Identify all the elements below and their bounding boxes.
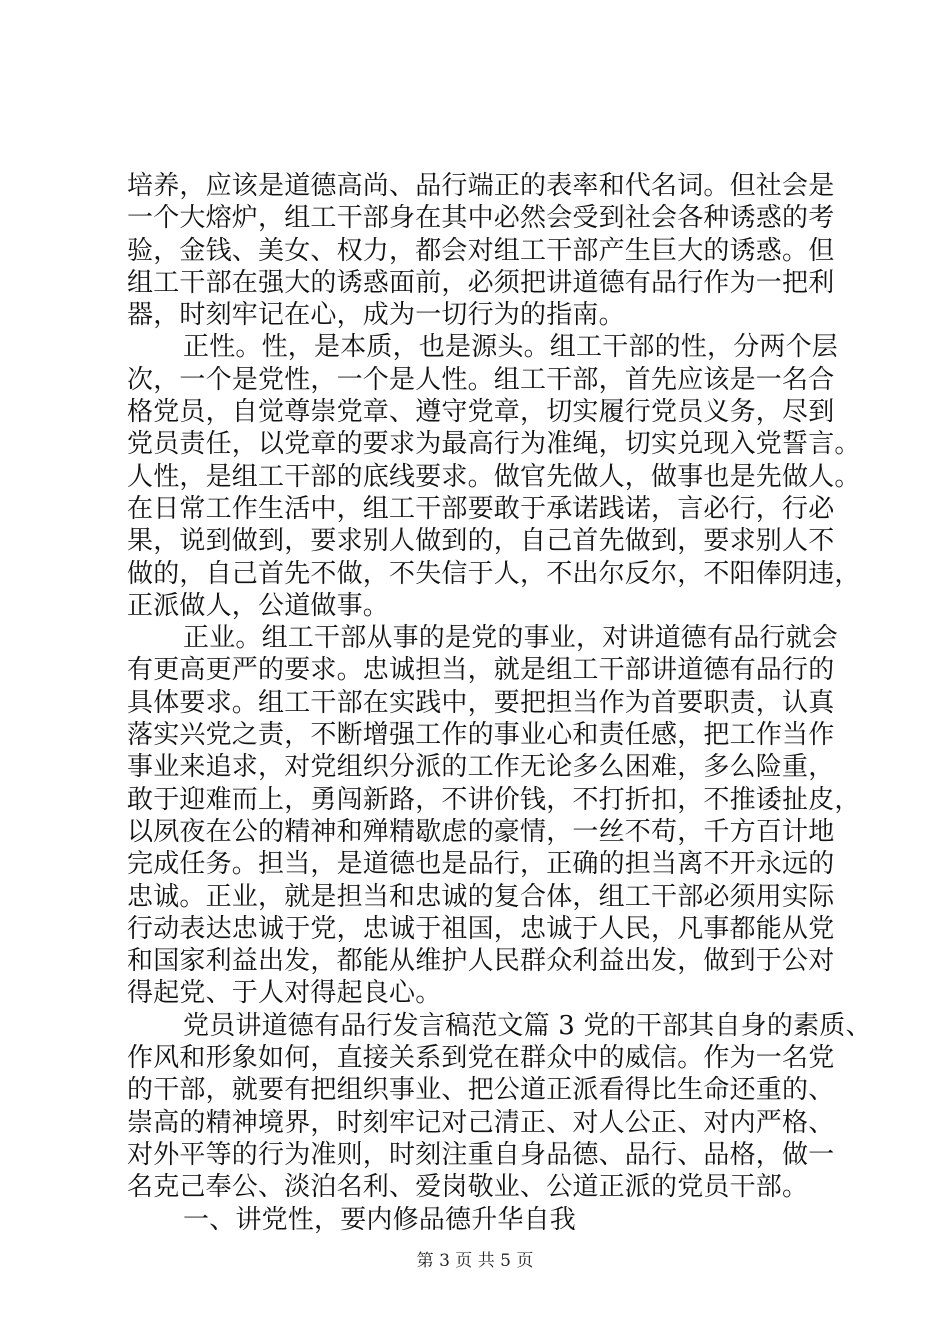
text-line: 行动表达忠诚于党，忠诚于祖国，忠诚于人民，凡事都能从党: [127, 913, 835, 944]
text-line: 果，说到做到，要求别人做到的，自己首先做到，要求别人不: [127, 526, 835, 557]
text-line: 验，金钱、美女、权力，都会对组工干部产生巨大的诱惑。但: [127, 235, 835, 266]
text-line: 落实兴党之责，不断增强工作的事业心和责任感，把工作当作: [127, 720, 835, 751]
text-line: 器，时刻牢记在心，成为一切行为的指南。: [127, 300, 625, 331]
text-line: 正业。组工干部从事的是党的事业，对讲道德有品行就会: [183, 623, 839, 654]
text-line: 具体要求。组工干部在实践中，要把担当作为首要职责，认真: [127, 687, 835, 718]
text-line: 忠诚。正业，就是担当和忠诚的复合体，组工干部必须用实际: [127, 881, 835, 912]
text-line: 作风和形象如何，直接关系到党在群众中的威信。作为一名党: [127, 1043, 835, 1074]
text-line: 事业来追求，对党组织分派的工作无论多么困难，多么险重，: [127, 752, 835, 783]
text-line: 对外平等的行为准则，时刻注重自身品德、品行、品格，做一: [127, 1139, 835, 1170]
text-line: 培养，应该是道德高尚、品行端正的表率和代名词。但社会是: [127, 171, 835, 201]
text-line: 一个大熔炉，组工干部身在其中必然会受到社会各种诱惑的考: [127, 203, 835, 234]
text-line: 正派做人，公道做事。: [127, 590, 390, 621]
text-line: 崇高的精神境界，时刻牢记对己清正、对人公正、对内严格、: [127, 1107, 835, 1138]
document-body: [127, 170, 872, 1236]
text-line: 一、讲党性，要内修品德升华自我: [183, 1204, 577, 1235]
text-line: 格党员，自觉尊崇党章、遵守党章，切实履行党员义务，尽到: [127, 397, 835, 428]
text-line: 正性。性，是本质，也是源头。组工干部的性，分两个层: [183, 332, 839, 363]
text-line: 在日常工作生活中，组工干部要敢于承诺践诺，言必行，行必: [127, 493, 835, 524]
text-line: 有更高更严的要求。忠诚担当，就是组工干部讲道德有品行的: [127, 655, 835, 686]
text-line: 敢于迎难而上，勇闯新路，不讲价钱，不打折扣，不推诿扯皮，: [127, 784, 861, 815]
text-line: 组工干部在强大的诱惑面前，必须把讲道德有品行作为一把利: [127, 267, 835, 298]
text-line: 的干部，就要有把组织事业、把公道正派看得比生命还重的、: [127, 1075, 835, 1106]
text-line: 次，一个是党性，一个是人性。组工干部，首先应该是一名合: [127, 364, 835, 395]
page-footer: 第 3 页 共 5 页: [416, 1251, 534, 1271]
text-line: 以夙夜在公的精神和殚精歇虑的豪情，一丝不苟，千方百计地: [127, 816, 835, 847]
text-line: 人性，是组工干部的底线要求。做官先做人，做事也是先做人。: [127, 461, 861, 492]
text-line: 和国家利益出发，都能从维护人民群众利益出发，做到于公对: [127, 946, 835, 977]
text-line: 党员责任，以党章的要求为最高行为准绳，切实兑现入党誓言。: [127, 429, 861, 460]
text-line: 名克己奉公、淡泊名利、爱岗敬业、公道正派的党员干部。: [127, 1172, 809, 1203]
text-line: 完成任务。担当，是道德也是品行，正确的担当离不开永远的: [127, 849, 835, 880]
text-line: 做的，自己首先不做，不失信于人，不出尔反尔，不阳俸阴违，: [127, 558, 861, 589]
text-line: 党员讲道德有品行发言稿范文篇 3 党的干部其自身的素质、: [183, 1010, 872, 1041]
text-line: 得起党、于人对得起良心。: [127, 978, 442, 1009]
